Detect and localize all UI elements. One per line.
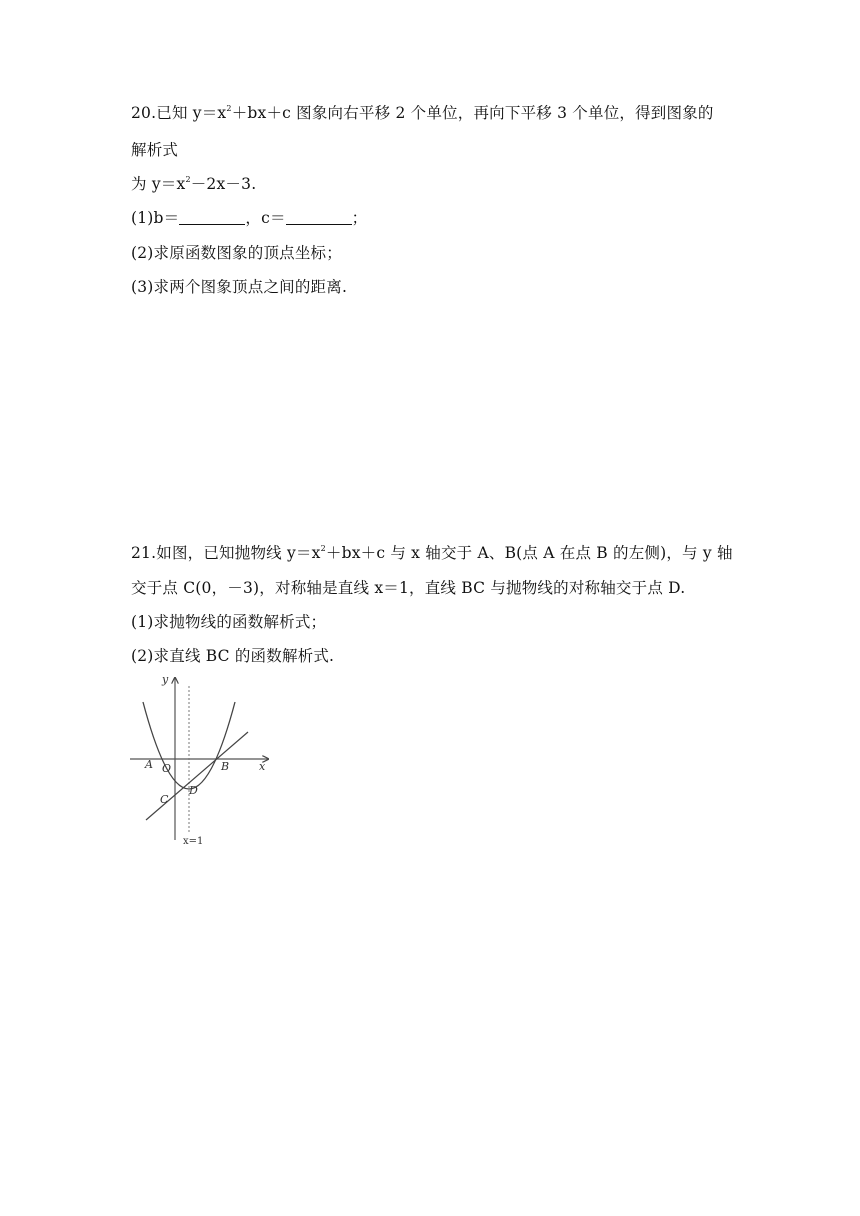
- q20-exponent: 2: [226, 104, 232, 113]
- q20-part1-c-label: ，c＝: [245, 209, 286, 227]
- q21-stem-line2: 交于点 C(0，－3)，对称轴是直线 x＝1，直线 BC 与抛物线的对称轴交于点 D.: [131, 579, 686, 597]
- q21-exponent: 2: [320, 544, 326, 553]
- q20-part1-end: ；: [351, 209, 368, 227]
- q20-part1: [131, 207, 367, 229]
- y-axis-label: y: [162, 673, 169, 686]
- q21-part2: (2)求直线 BC 的函数解析式.: [131, 647, 335, 665]
- q20-stem-part-b: ＋bx＋c 图象向右平移 2 个单位，再向下平移 3 个单位，得到图象的: [231, 104, 714, 122]
- q20-part2: (2)求原函数图象的顶点坐标；: [131, 244, 342, 262]
- x-axis-label: x: [259, 760, 266, 773]
- q20-part3: (3)求两个图象顶点之间的距离.: [131, 278, 348, 296]
- q20-line3-part-a: 为 y＝x: [131, 175, 186, 193]
- point-b-label: B: [221, 760, 230, 773]
- point-o-label: O: [162, 762, 172, 775]
- point-d-label: D: [189, 784, 198, 797]
- q21-stem-part-a: 21.如图，已知抛物线 y＝x: [131, 544, 321, 562]
- q20-line3-part-b: －2x－3.: [190, 175, 257, 193]
- q20-stem-line1: [131, 102, 714, 124]
- q20-line3-exponent: 2: [185, 175, 191, 184]
- q21-stem-line1: [131, 542, 733, 564]
- answer-blank-b[interactable]: [179, 210, 245, 225]
- point-c-label: C: [160, 793, 169, 806]
- parabola-figure: [128, 672, 278, 852]
- q20-stem-line2: 解析式: [131, 141, 179, 159]
- q20-part1-b-label: (1)b＝: [131, 209, 180, 227]
- q20-stem-line3: [131, 173, 256, 195]
- point-a-label: A: [145, 758, 153, 771]
- q21-part1: (1)求抛物线的函数解析式；: [131, 613, 327, 631]
- q21-stem-part-b: ＋bx＋c 与 x 轴交于 A、B(点 A 在点 B 的左侧)，与 y 轴: [325, 544, 733, 562]
- line-bc: [146, 732, 248, 820]
- answer-blank-c[interactable]: [286, 210, 352, 225]
- symmetry-axis-label: x=1: [183, 836, 204, 847]
- q20-stem-part-a: 20.已知 y＝x: [131, 104, 227, 122]
